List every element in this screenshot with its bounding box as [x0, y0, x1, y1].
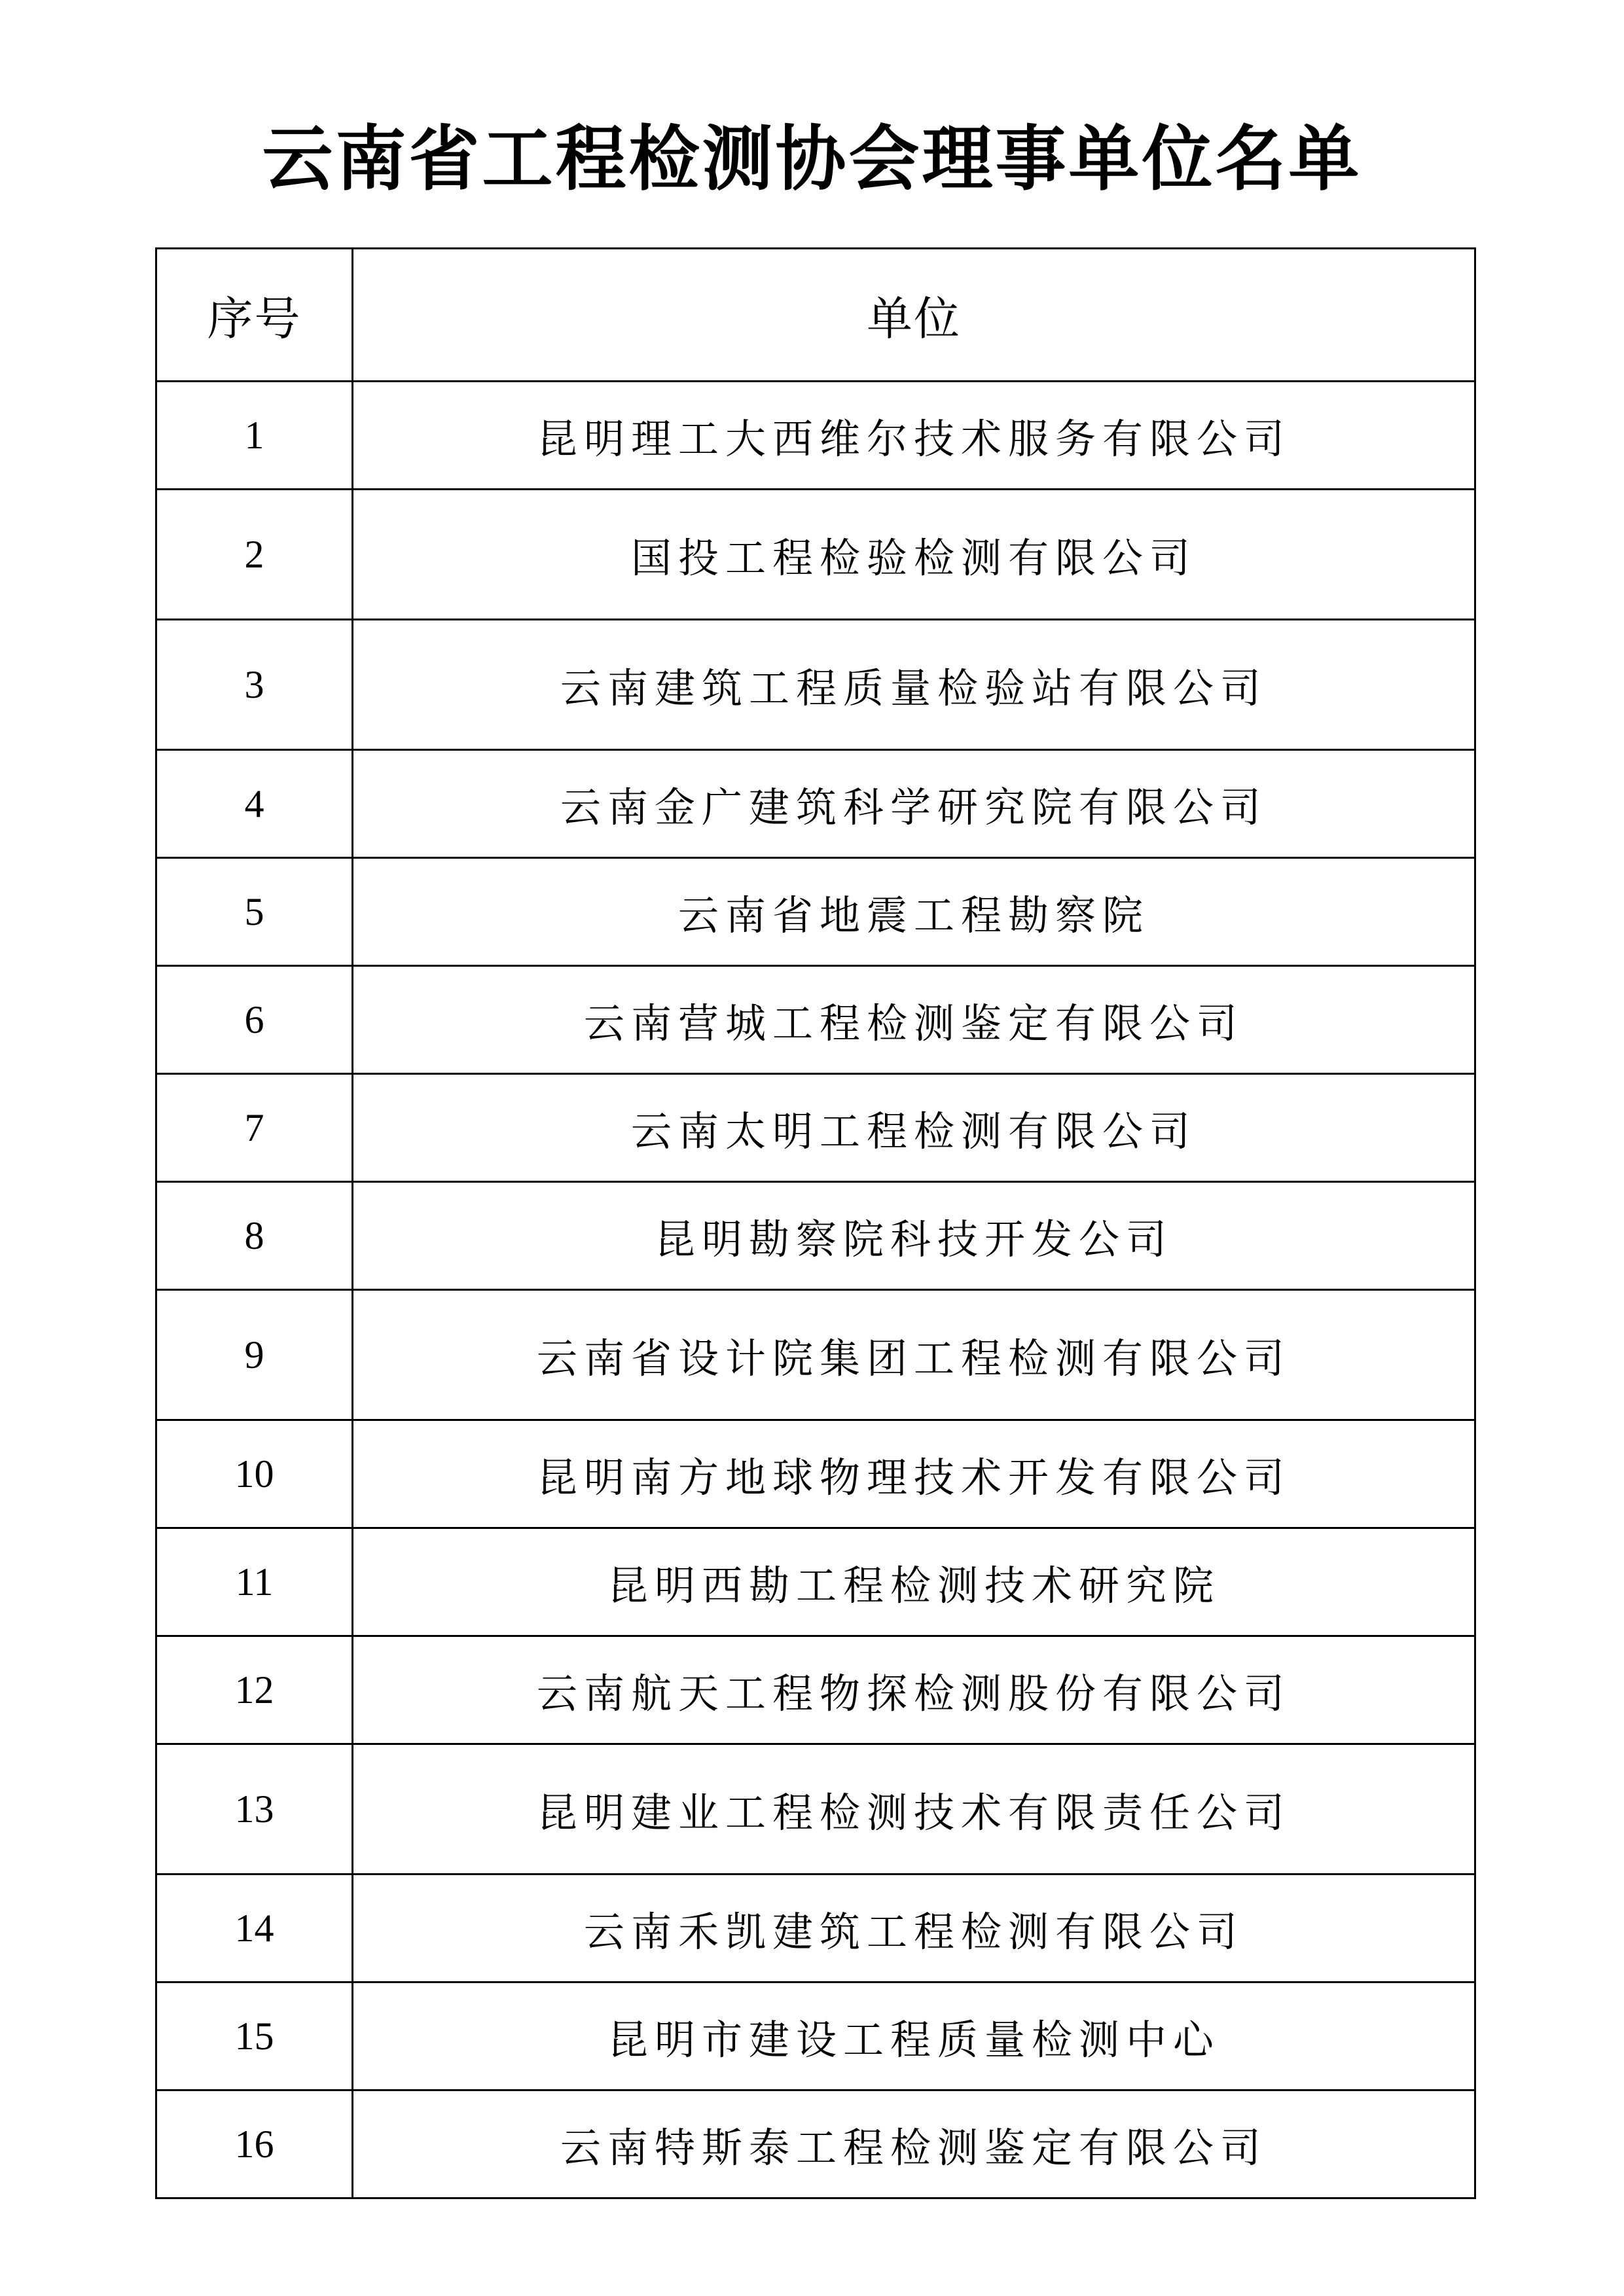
unit-name: 云南省设计院集团工程检测有限公司	[353, 1290, 1475, 1420]
row-number: 15	[156, 1982, 353, 2090]
row-number: 1	[156, 382, 353, 490]
table-row	[156, 490, 1475, 620]
unit-name: 昆明理工大西维尔技术服务有限公司	[353, 382, 1475, 490]
table-row	[156, 750, 1475, 858]
unit-name: 昆明南方地球物理技术开发有限公司	[353, 1420, 1475, 1528]
row-number: 13	[156, 1744, 353, 1874]
document-title: 云南省工程检测协会理事单位名单	[262, 118, 1362, 200]
row-number: 9	[156, 1290, 353, 1420]
unit-name: 云南省地震工程勘察院	[353, 858, 1475, 966]
table-row	[156, 1636, 1475, 1744]
table-row	[156, 1874, 1475, 1982]
row-number: 3	[156, 620, 353, 750]
table-row	[156, 1182, 1475, 1290]
unit-name: 云南金广建筑科学研究院有限公司	[353, 750, 1475, 858]
unit-name: 国投工程检验检测有限公司	[353, 490, 1475, 620]
member-units-table	[155, 247, 1476, 2199]
table-row	[156, 1290, 1475, 1420]
row-number: 16	[156, 2090, 353, 2198]
row-number: 11	[156, 1528, 353, 1636]
table-row	[156, 858, 1475, 966]
table-row	[156, 382, 1475, 490]
row-number: 4	[156, 750, 353, 858]
row-number: 8	[156, 1182, 353, 1290]
unit-name: 云南太明工程检测有限公司	[353, 1074, 1475, 1182]
table-row	[156, 620, 1475, 750]
column-header-unit: 单位	[353, 249, 1475, 382]
unit-name: 昆明建业工程检测技术有限责任公司	[353, 1744, 1475, 1874]
row-number: 6	[156, 966, 353, 1074]
row-number: 14	[156, 1874, 353, 1982]
row-number: 10	[156, 1420, 353, 1528]
table-row	[156, 966, 1475, 1074]
table-row	[156, 1744, 1475, 1874]
unit-name: 云南特斯泰工程检测鉴定有限公司	[353, 2090, 1475, 2198]
unit-name: 云南禾凯建筑工程检测有限公司	[353, 1874, 1475, 1982]
row-number: 2	[156, 490, 353, 620]
table-row	[156, 1528, 1475, 1636]
table-row	[156, 1420, 1475, 1528]
unit-name: 云南建筑工程质量检验站有限公司	[353, 620, 1475, 750]
unit-name: 云南航天工程物探检测股份有限公司	[353, 1636, 1475, 1744]
table-row	[156, 1982, 1475, 2090]
unit-name: 昆明市建设工程质量检测中心	[353, 1982, 1475, 2090]
unit-name: 昆明勘察院科技开发公司	[353, 1182, 1475, 1290]
unit-name: 昆明西勘工程检测技术研究院	[353, 1528, 1475, 1636]
table-header-row	[156, 249, 1475, 382]
unit-name: 云南营城工程检测鉴定有限公司	[353, 966, 1475, 1074]
row-number: 12	[156, 1636, 353, 1744]
column-header-number: 序号	[156, 249, 353, 382]
row-number: 5	[156, 858, 353, 966]
row-number: 7	[156, 1074, 353, 1182]
table-row	[156, 1074, 1475, 1182]
table-row	[156, 2090, 1475, 2198]
